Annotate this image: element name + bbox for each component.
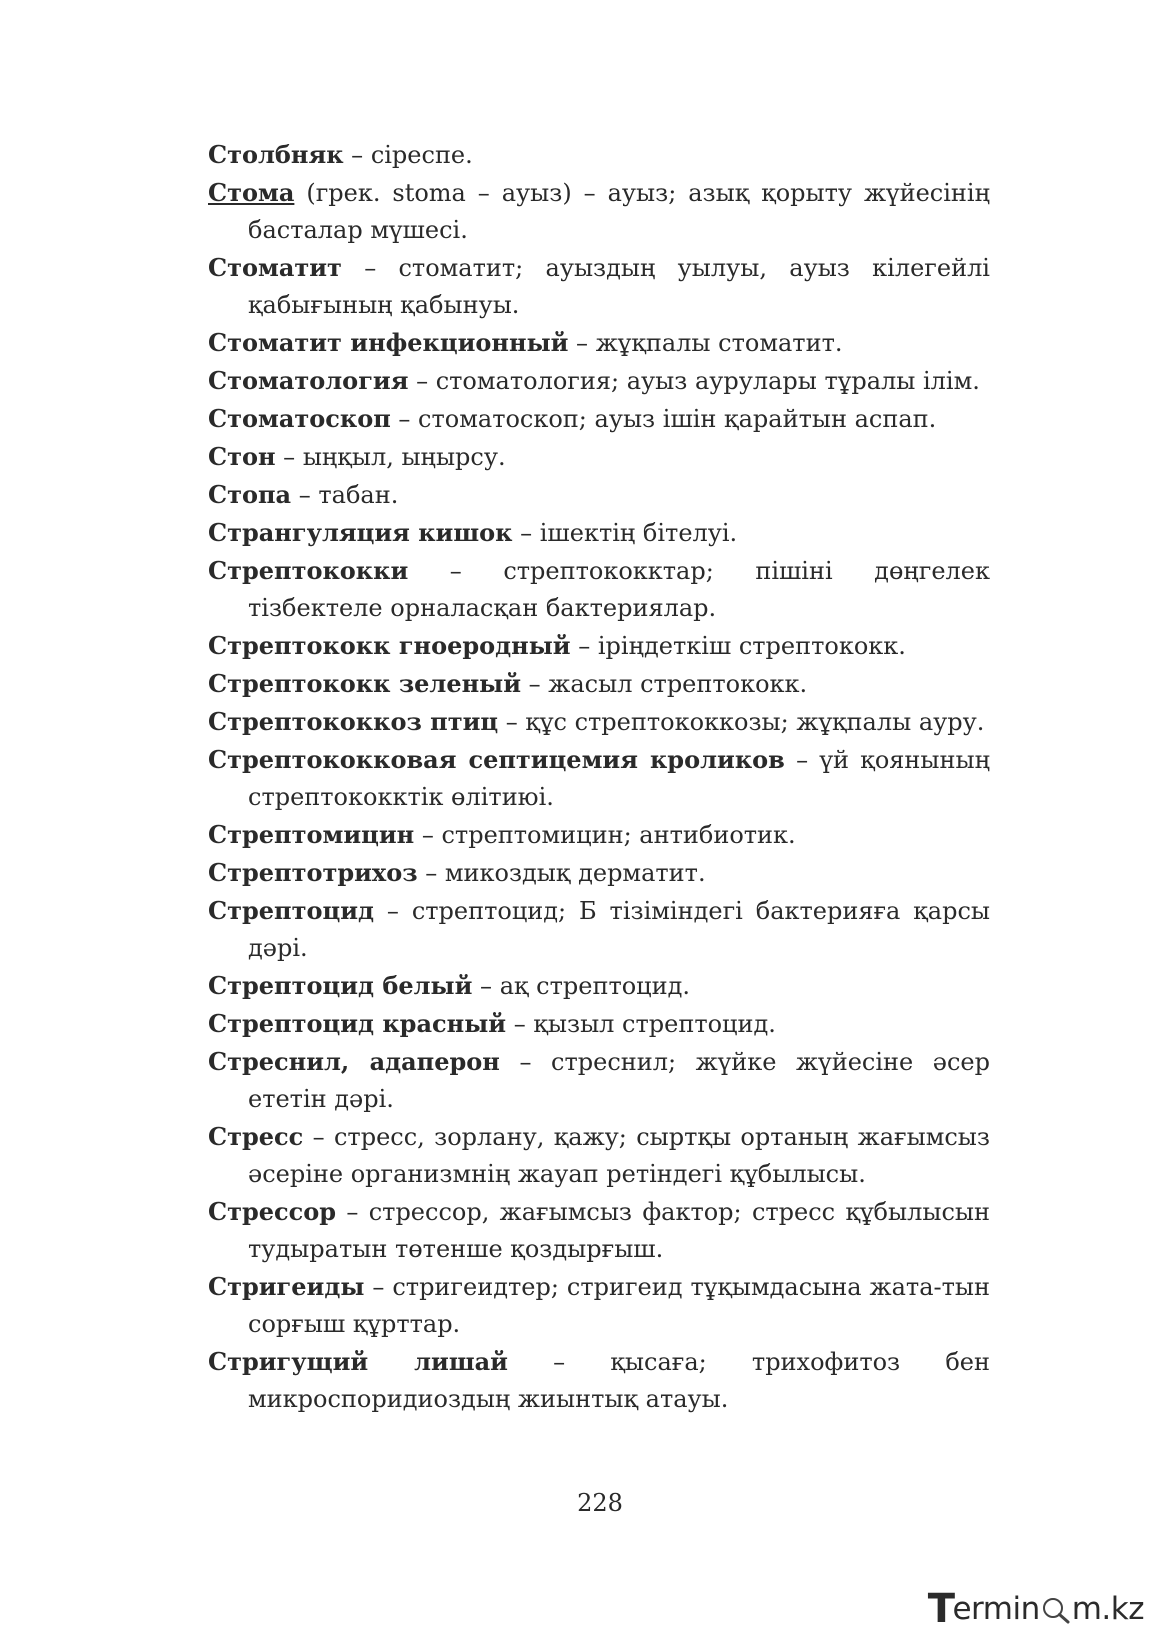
entry-term: Стопа — [208, 480, 292, 509]
dictionary-entries — [208, 136, 990, 1418]
entry-definition: ақ стрептоцид. — [499, 972, 691, 1000]
entry-separator: – — [498, 708, 526, 736]
dictionary-entry — [208, 665, 990, 703]
entry-separator: – — [303, 1123, 334, 1151]
page-number: 228 — [577, 1489, 623, 1517]
dictionary-entry — [208, 514, 990, 552]
entry-term: Стрептококковая септицемия кроликов — [208, 745, 785, 774]
watermark-text-1: ermin — [952, 1591, 1040, 1627]
entry-separator: – — [568, 329, 596, 357]
entry-separator: – — [417, 859, 445, 887]
dictionary-entry — [208, 476, 990, 514]
entry-definition: стригеидтер; стригеид тұқымдасына жата-тын сорғыш құрттар. — [248, 1273, 990, 1338]
entry-term: Стрептомицин — [208, 820, 415, 849]
entry-definition: табан. — [318, 481, 399, 509]
watermark-text-2: m.kz — [1071, 1591, 1144, 1627]
dictionary-entry — [208, 892, 990, 967]
dictionary-entry — [208, 362, 990, 400]
entry-term: Стоматоскоп — [208, 404, 391, 433]
entry-separator: – — [374, 897, 412, 925]
entry-separator: – — [336, 1198, 369, 1226]
dictionary-entry — [208, 1043, 990, 1118]
entry-separator: – — [364, 1273, 393, 1301]
entry-definition: стоматология; ауыз аурулары тұралы ілім. — [435, 367, 980, 395]
dictionary-entry — [208, 741, 990, 816]
entry-definition: ішектің бітелуі. — [539, 519, 738, 547]
entry-definition: стреснил; жүйке жүйесіне әсер ететін дәрі. — [248, 1048, 990, 1113]
entry-separator: – — [506, 1010, 534, 1038]
entry-definition: микоздық дерматит. — [444, 859, 706, 887]
entry-definition: сіреспе. — [370, 141, 473, 169]
entry-term: Стригеиды — [208, 1272, 365, 1301]
dictionary-entry — [208, 967, 990, 1005]
entry-separator: – — [408, 557, 504, 585]
entry-definition: ыңқыл, ыңырсу. — [302, 443, 506, 471]
entry-term: Стрептококк зеленый — [208, 669, 522, 698]
dictionary-entry — [208, 1118, 990, 1193]
entry-separator: – — [507, 1348, 611, 1376]
entry-definition: жұқпалы стоматит. — [595, 329, 843, 357]
entry-definition: іріңдеткіш стрептококк. — [597, 632, 906, 660]
entry-term: Столбняк — [208, 140, 344, 169]
dictionary-entry — [208, 552, 990, 627]
dictionary-entry — [208, 400, 990, 438]
entry-separator: – — [343, 141, 371, 169]
watermark-logo — [927, 1586, 1144, 1632]
entry-term: Стоматит — [208, 253, 342, 282]
dictionary-entry — [208, 136, 990, 174]
entry-term: Стрептококк гноеродный — [208, 631, 571, 660]
entry-separator: – — [784, 746, 820, 774]
entry-term: Стресс — [208, 1122, 304, 1151]
entry-term: Стрептоцид красный — [208, 1009, 507, 1038]
dictionary-entry — [208, 1193, 990, 1268]
entry-separator: – — [275, 443, 303, 471]
entry-definition: стресс, зорлану, қажу; сыртқы ортаның жағымсыз әсеріне организмнің жауап ретіндегі құбылысы. — [248, 1123, 990, 1188]
entry-term: Стригущий лишай — [208, 1347, 508, 1376]
dictionary-entry — [208, 324, 990, 362]
dictionary-entry — [208, 1343, 990, 1418]
entry-term: Стома — [208, 178, 295, 207]
entry-separator: – — [390, 405, 419, 433]
entry-term: Стрептококки — [208, 556, 409, 585]
dictionary-entry — [208, 854, 990, 892]
entry-term: Стоматология — [208, 366, 409, 395]
entry-term: Стон — [208, 442, 276, 471]
dictionary-entry — [208, 1268, 990, 1343]
entry-separator — [294, 179, 306, 207]
dictionary-entry — [208, 249, 990, 324]
entry-definition: стрептоцид; Б тізіміндегі бактерияға қарсы дәрі. — [248, 897, 991, 962]
entry-separator: – — [341, 254, 399, 282]
entry-term: Стоматит инфекционный — [208, 328, 569, 357]
entry-definition: құс стрептококкозы; жұқпалы ауру. — [525, 708, 985, 736]
entry-definition: стрессор, жағымсыз фактор; стресс құбылысын тудыратын төтенше қоздырғыш. — [248, 1198, 990, 1263]
entry-separator: – — [570, 632, 598, 660]
entry-separator: – — [414, 821, 442, 849]
entry-separator: – — [408, 367, 436, 395]
entry-separator: – — [291, 481, 319, 509]
entry-term: Странгуляция кишок — [208, 518, 513, 547]
entry-definition: үй қоянының стрептококктік өлітиюі. — [248, 746, 990, 811]
dictionary-entry — [208, 1005, 990, 1043]
entry-definition: (грек. stoma – ауыз) – ауыз; азық қорыту жүйесінің басталар мүшесі. — [248, 179, 990, 244]
entry-term: Стрептококкоз птиц — [208, 707, 499, 736]
dictionary-entry — [208, 174, 990, 249]
entry-separator: – — [512, 519, 540, 547]
entry-term: Стрессор — [208, 1197, 337, 1226]
dictionary-entry — [208, 627, 990, 665]
entry-term: Стреснил, адаперон — [208, 1047, 500, 1076]
dictionary-entry — [208, 438, 990, 476]
entry-definition: жасыл стрептококк. — [548, 670, 808, 698]
entry-term: Стрептоцид — [208, 896, 374, 925]
dictionary-entry — [208, 816, 990, 854]
entry-definition: стрептомицин; антибиотик. — [441, 821, 796, 849]
entry-separator: – — [472, 972, 500, 1000]
entry-definition: қысаға; трихофитоз бен микроспоридиоздың жиынтық атауы. — [248, 1348, 990, 1413]
dictionary-entry — [208, 703, 990, 741]
entry-definition: стрептококктар; пішіні дөңгелек тізбектеле орналасқан бактериялар. — [248, 557, 990, 622]
watermark-letter-t: T — [927, 1586, 955, 1632]
entry-term: Стрептоцид белый — [208, 971, 473, 1000]
entry-separator: – — [499, 1048, 552, 1076]
entry-definition: стоматит; ауыздың уылуы, ауыз кілегейлі қабығының қабынуы. — [248, 254, 990, 319]
entry-separator: – — [521, 670, 549, 698]
entry-term: Стрептотрихоз — [208, 858, 418, 887]
entry-definition: қызыл стрептоцид. — [533, 1010, 776, 1038]
magnifier-icon — [1041, 1594, 1071, 1624]
entry-definition: стоматоскоп; ауыз ішін қарайтын аспап. — [418, 405, 937, 433]
